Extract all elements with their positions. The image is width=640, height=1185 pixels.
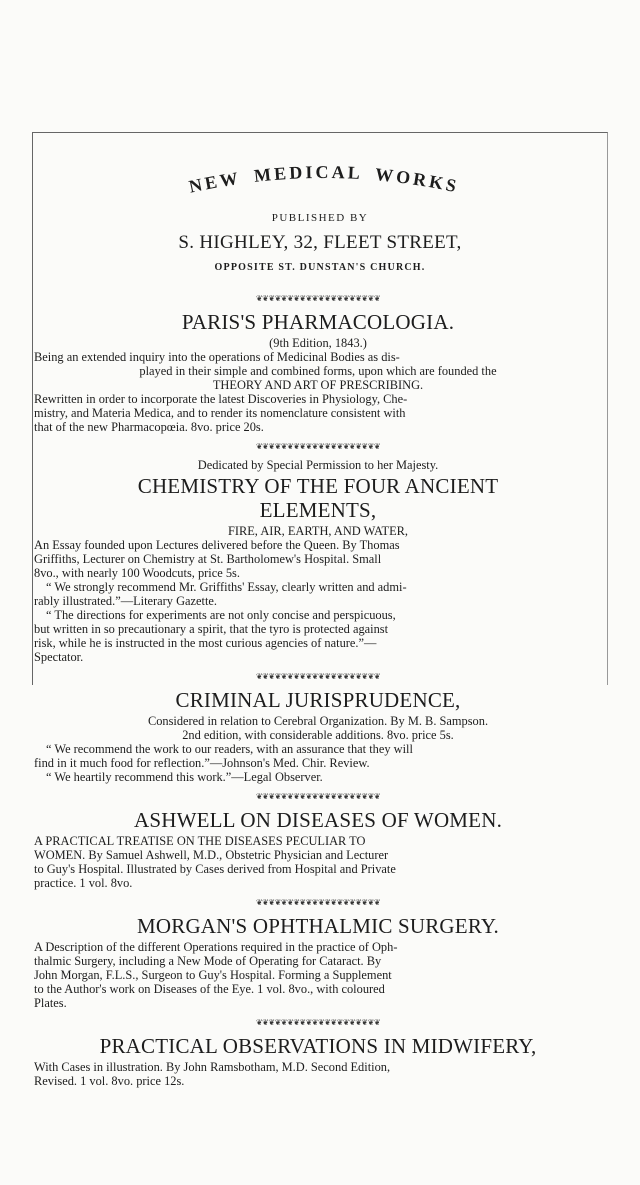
arc-word-medical: MEDICAL <box>253 161 363 186</box>
svg-text:NEW MEDICAL WORKS <box>187 162 461 197</box>
ornament-divider: ❦❦❦❦❦❦❦❦❦❦❦❦❦❦❦❦❦❦❦❦ <box>255 294 381 303</box>
book-line: Being an extended inquiry into the operations of Medicinal Bodies as dis- <box>34 350 400 364</box>
book-line: played in their simple and combined forms, upon which are founded the <box>139 364 497 378</box>
book-line: to Guy's Hospital. Illustrated by Cases derived from Hospital and Private <box>34 862 396 876</box>
book-title: CRIMINAL JURISPRUDENCE, <box>175 688 461 712</box>
ornament-divider: ❦❦❦❦❦❦❦❦❦❦❦❦❦❦❦❦❦❦❦❦ <box>255 442 381 451</box>
book-list <box>34 286 602 1088</box>
book-subtitle: FIRE, AIR, EARTH, AND WATER, <box>227 524 409 538</box>
arc-word-new: NEW <box>187 167 242 197</box>
book-line: (9th Edition, 1843.) <box>269 336 367 350</box>
book-line: Rewritten in order to incorporate the latest Discoveries in Physiology, Che- <box>34 392 408 406</box>
book-title: CHEMISTRY OF THE FOUR ANCIENT ELEMENTS, <box>137 474 499 522</box>
book-line: “ The directions for experiments are not only concise and perspicuous, <box>46 608 396 622</box>
book-line: WOMEN. By Samuel Ashwell, M.D., Obstetric Physician and Lecturer <box>34 848 389 862</box>
book-line: mistry, and Materia Medica, and to render its nomenclature consistent with <box>34 406 406 420</box>
book-title: ASHWELL ON DISEASES OF WOMEN. <box>133 808 503 832</box>
ornament-divider: ❦❦❦❦❦❦❦❦❦❦❦❦❦❦❦❦❦❦❦❦ <box>255 898 381 907</box>
book-line: Revised. 1 vol. 8vo. price 12s. <box>34 1074 185 1088</box>
book-title: PARIS'S PHARMACOLOGIA. <box>181 310 455 334</box>
publisher-location: OPPOSITE ST. DUNSTAN'S CHURCH. <box>214 262 426 273</box>
published-by: PUBLISHED BY <box>271 212 369 224</box>
book-line: Plates. <box>34 996 67 1010</box>
book-line: that of the new Pharmacopœia. 8vo. price 20s. <box>34 420 264 434</box>
book-line: thalmic Surgery, including a New Mode of Operating for Cataract. By <box>34 954 382 968</box>
book-line: “ We heartily recommend this work.”—Legal Observer. <box>46 770 323 784</box>
book-line: practice. 1 vol. 8vo. <box>34 876 133 890</box>
book-line: 8vo., with nearly 100 Woodcuts, price 5s. <box>34 566 240 580</box>
book-dedication: Dedicated by Special Permission to her Majesty. <box>197 458 439 472</box>
book-line: Spectator. <box>34 650 84 664</box>
book-line: but written in so precautionary a spirit, that the tyro is protected against <box>34 622 389 636</box>
book-line: “ We strongly recommend Mr. Griffiths' Essay, clearly written and admi- <box>46 580 407 594</box>
book-line: “ We recommend the work to our readers, with an assurance that they will <box>46 742 413 756</box>
book-line: THEORY AND ART OF PRESCRIBING. <box>212 378 424 392</box>
publisher-name: S. HIGHLEY, 32, FLEET STREET, <box>178 232 462 253</box>
arc-word-works: WORKS <box>374 164 461 197</box>
book-line: find in it much food for reflection.”—Johnson's Med. Chir. Review. <box>34 756 370 770</box>
book-line: An Essay founded upon Lectures delivered before the Queen. By Thomas <box>34 538 400 552</box>
book-line: A Description of the different Operations required in the practice of Oph- <box>34 940 398 954</box>
ornament-divider: ❦❦❦❦❦❦❦❦❦❦❦❦❦❦❦❦❦❦❦❦ <box>255 672 381 681</box>
ornament-divider: ❦❦❦❦❦❦❦❦❦❦❦❦❦❦❦❦❦❦❦❦ <box>255 792 381 801</box>
book-line: A PRACTICAL TREATISE ON THE DISEASES PECULIAR TO <box>34 834 366 848</box>
book-line: to the Author's work on Diseases of the Eye. 1 vol. 8vo., with coloured <box>34 982 385 996</box>
book-line: Considered in relation to Cerebral Organization. By M. B. Sampson. <box>147 714 489 728</box>
book-title: PRACTICAL OBSERVATIONS IN MIDWIFERY, <box>99 1034 537 1058</box>
header-arc-title <box>84 148 564 220</box>
book-line: 2nd edition, with considerable additions. 8vo. price 5s. <box>182 728 454 742</box>
book-line: Griffiths, Lecturer on Chemistry at St. Bartholomew's Hospital. Small <box>34 552 382 566</box>
book-line: With Cases in illustration. By John Ramsbotham, M.D. Second Edition, <box>34 1060 391 1074</box>
book-line: rably illustrated.”—Literary Gazette. <box>34 594 218 608</box>
book-title: MORGAN'S OPHTHALMIC SURGERY. <box>137 914 499 938</box>
book-line: John Morgan, F.L.S., Surgeon to Guy's Hospital. Forming a Supplement <box>34 968 392 982</box>
book-line: risk, while he is instructed in the most curious agencies of nature.”— <box>34 636 377 650</box>
ornament-divider: ❦❦❦❦❦❦❦❦❦❦❦❦❦❦❦❦❦❦❦❦ <box>255 1018 381 1027</box>
